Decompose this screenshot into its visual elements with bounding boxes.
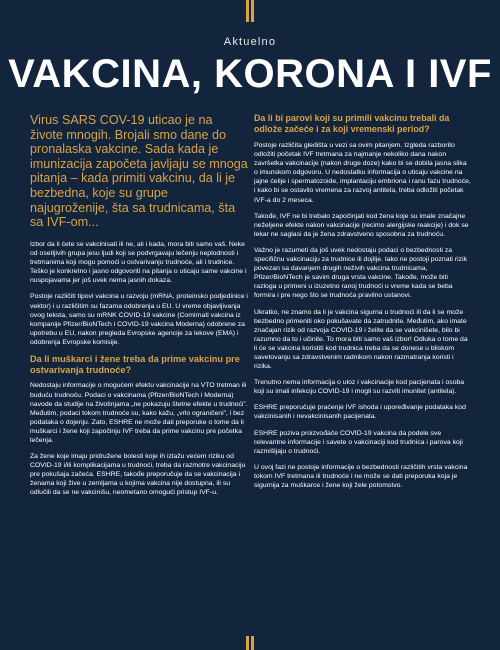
right-paragraph-6: ESHRE preporučuje praćenje IVF ishoda i upoređivanje podataka kod vakcinisanih i nevakcinisanih pacijenata. — [254, 404, 466, 421]
left-column — [30, 240, 248, 505]
right-paragraph-1: Postoje različita gledišta u vezi sa ovim pitanjem. Izgleda razborito odložiti početak IVF tretmana za najmanje nekoliko dana nakon završetka vakcinacije (nakon druge doze) kako bi se dobila jasna slika o imunskom odgovoru. U nedostatku informacija o uticaju vakcine na jajne ćelije i spermatozoide, implantaciju embriona i ranu fazu trudnoće, i kako bi se ostavilo vremena za razvoj antitela, treba odložiti početak IVF-a do 2 meseca. — [254, 142, 471, 204]
right-paragraph-2: Takođe, IVF ne bi trebalo započinjati kod žena koje su imale značajne neželjene efekte nakon vakcinacije (recimo alergijske reakcije) i dok se lekar ne saglasi da je žena zdravstveno sposobna za trudnoću. — [254, 212, 469, 238]
right-paragraph-4: Ukratko, ne znamo da li je vakcina sigurna u trudnoći ili da li se može bezbedno primeniti oko pokušavate da zatrudnite. Međutim, ako imate značajan rizik od razvoja COVID-19 i želite da se vakcinišete, bilo bi razumno da to i učinite. To mora biti samo vaš izbor! Odluka o tome da li će se vakcina koristiti kod trudnica treba da se donese u bliskom savetovanju sa zdravstvenim radnikom nakon razmatranja koristi i rizika. — [254, 308, 468, 371]
right-heading-1: Da li bi parovi koji su primili vakcinu trebali da odlože začeće i za koji vremenski period? — [254, 113, 450, 134]
section-label: Aktuelno — [223, 36, 277, 48]
left-heading-1: Da li muškarci i žene treba da prime vakcinu pre ostvarivanja trudnoće? — [30, 354, 240, 376]
left-paragraph-4: Za žene koje imaju pridružene bolesti koje ih izlažu većem riziku od COVID-19 i/ili komplikacijama u trudnoći, treba da razmotre vakcinaciju pre pokušaja začeća. ESHRE, takođe preporučuje da se vakcinacija i ženama koji žive u zemljama u kojima vakcina nije dostupna, ili su odlučili da se ne vakcinišu, neometano omogući pristup IVF-u. — [30, 453, 246, 497]
top-gold-bar-right — [251, 0, 254, 22]
page-title: VAKCINA, KORONA I IVF — [8, 52, 492, 96]
right-paragraph-7: ESHRE poziva proizvođače COVID-19 vakcina da podele sve relevantne informacije i savete o vakcinaciji kod trudnica i parova koji razmišljaju o trudnoći. — [254, 429, 463, 455]
left-paragraph-3: Nedostaju informacije o mogućem efektu vakcinacije na VTO tretman ili buduću trudnoću. Podaci o vakcinama (Pfizer/BioNTech i Moderna) navode da studije na životinjama „ne pokazuju štetne efekte u trudnoći”. Međutim, podaci tokom trudnoće su, kako kažu, „vrlo ograničeni”, i bez podataka o dojenju. Zato, ESHRE ne može dati preporuke o tome da li muškarci i žene koji započinju IVF treba da prime vakcinu pre početka lečenja. — [30, 382, 248, 444]
left-paragraph-1: Izbor da li ćete se vakcinisati ili ne, ali i kada, mora biti samo vaš. Neke od osetljivih grupa jesu ljudi koji se podvrgavaju lečenju neplodnosti i tretmanima koji mogu pomoći u ostvarivanju trudnoće, ali i trudnice. Teško je konkretno i jasno odgovoriti na pitanja o uticaju same vakcine i nuspojavama jer još uvek nema jasnih dokaza. — [30, 241, 247, 285]
right-paragraph-5: Trenutno nema informacija o uloz i vakcinacije kod pacijenata i osoba koji su imali infekciju COVID-19 i mogli su razviti imunitet (antitela). — [254, 379, 465, 396]
bottom-gold-bar-left — [246, 636, 249, 650]
right-paragraph-3: Važno je razumeti da još uvek nedostaju podaci o bezbednosti za specifičnu vakcinaciju za trudnice ili dojilje. Iako ne postoji poznati rizik povezan sa davanjem drugih neživih vakcina trudnicama, Pfizer/BioNTech je savim druga vrsta vakcine. Takođe, može biti razloga u primeni u izuzetno ranoj trudnoći u vreme kada se beba formira i pre nego što se trudnoća pravilno ustanovi. — [254, 246, 468, 300]
top-gold-bar-left — [246, 0, 249, 22]
right-paragraph-8: U ovoj fazi ne postoje informacije o bezbednosti različitih vrsta vakcina tokom IVF tretmana ili trudnoće i ne može se dati preporuka koja je sigurnija za muškarce i žene koji žele potomstvo. — [254, 463, 468, 489]
right-column — [254, 113, 472, 497]
lead-paragraph: Virus SARS COV-19 uticao je na živote mnogih. Brojali smo dane do pronalaska vakcine. Sada kada je imunizacija započeta javljaju se mnoga pitanja – kada primiti vakcinu, da li je bezbedna, koje su grupe najugroženije, šta sa trudnicama, šta sa IVF-om... — [30, 113, 248, 230]
left-paragraph-2: Postoje različiti tipovi vakcina u razvoju (mRNA, proteinsko podjedinice i vektor) i u različitim su fazama odobrenja u EU. U vreme objavljivanja ovog teksta, samo su mRNK COVID-19 vakcine (Comirnati vakcina iz kompanije Pfizer/BioNTech i COVID-19 vakcina Moderna) odobrene za upotrebu u EU, nakon pregleda Evropske agencije za lekove (EMA) i odobrenja Evropske komisije. — [30, 293, 248, 346]
bottom-gold-bar-right — [251, 636, 254, 650]
